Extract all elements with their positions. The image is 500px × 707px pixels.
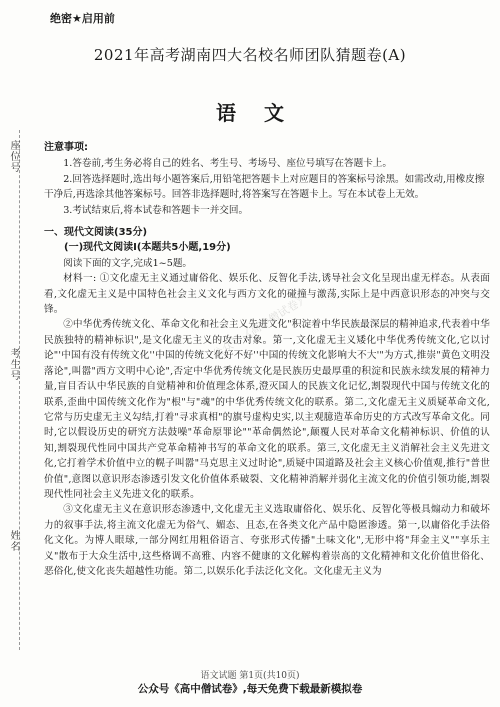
note-item-2: 2.回答选择题时,选出每小题答案后,用铅笔把答题卡上对应题目的答案标号涂黑。如需改动,用橡皮擦干净后,再选涂其他答案标号。回答非选择题时,将答案写在答题卡上。写在本试卷上无效。: [44, 173, 485, 201]
exam-content: [44, 140, 490, 579]
passage-paragraph-1: 材料一: ①文化虚无主义通过庸俗化、娱乐化、反智化手法,诱导社会文化呈现出虚无样态。从表面看,文化虚无主义是中国特色社会主义文化与西方文化的碰撞与激荡,实际上是中西意识形态的冲突与交锋。: [44, 273, 490, 316]
exam-title: 2021年高考湖南四大名校名师团队猜题卷(A): [93, 46, 407, 64]
notes-heading: 注意事项:: [44, 142, 88, 153]
confidential-label: 绝密★启用前: [50, 12, 115, 25]
passage-paragraph-2: ②中华优秀传统文化、革命文化和社会主义先进文化"积淀着中华民族最深层的精神追求,代表着中华民族独特的精神标识",是文化虚无主义的攻击对象。第一,文化虚无主义矮化中华优秀传统文化,它以讨论"'中国有没有传统文化''中国的传统文化好不好''中国的传统文化影响大不大'"为方式,推崇"黄色文明没落论",叫嚣"西方文明中心论",否定中华优秀传统文化是民族历史最厚重的积淀和民族永续发展的精神力量,盲目否认中华民族的自觉精神和价值理念体系,澄灭国人的民族文化记忆,割裂现代中国与传统文化的联系,歪曲中国传统文化作为"根"与"魂"的中华优秀传统文化的联系。第二,文化虚无主义质疑革命文化,它常与历史虚无主义勾结,打着"寻求真相"的旗号虚构史实,以主观臆造革命历史的方式改写革命文化。同时,它以假设历史的研究方法鼓噪"革命原罪论""革命偶然论",颠覆人民对革命文化精神标识、价值的认知,割裂现代性同中国共产党革命精神书写的革命文化的联系。第三,文化虚无主义消解社会主义先进文化,它打着学术价值中立的幌子叫嚣"马克思主义过时论",质疑中国道路及社会主义核心价值观,推行"普世价值",意图以意识形态渗透引发文化价值体系破裂、文化精神消解并弱化主流文化的价值引领功能,割裂现代性同社会主义先进文化的联系。: [44, 319, 490, 500]
candidate-number-label: 考生号: [8, 348, 19, 381]
note-item-1: 1.答卷前,考生务必将自己的姓名、考生号、考场号、座位号填写在答题卡上。: [63, 158, 392, 170]
note-item-3: 3.考试结束后,将本试卷和答题卡一并交回。: [63, 204, 249, 216]
reading-instruction: 阅读下面的文字,完成1~5题。: [63, 257, 193, 269]
section-heading: 一、现代文阅读(35分): [44, 227, 148, 239]
name-label: 姓名: [8, 530, 19, 552]
page-number: 语文试题 第1页(共10页): [200, 671, 300, 681]
section-subheading: (一)现代文阅读Ⅰ(本题共5小题,19分): [64, 242, 231, 254]
footer-notice: 公众号《高中僧试卷》,每天免费下载最新模拟卷: [137, 683, 363, 695]
seat-number-label: 座位号: [8, 140, 19, 173]
subject-char-1: 语: [216, 101, 236, 125]
binding-dashed-line: [19, 130, 20, 650]
subject-char-2: 文: [264, 101, 284, 125]
subject-title: [0, 97, 500, 126]
watermark-text: 公众号《高中僧试卷》: [210, 291, 311, 362]
passage-paragraph-3: ③文化虚无主义在意识形态渗透中,文化虚无主义选取庸俗化、娱乐化、反智化等极具煽动力和破坏力的叙事手法,将主流文化虚无为俗气、媚态、且态,在各类文化产品中隐匿渗透。第一,以庸俗化手法俗化文化。为博人眼球,一部分网红用粗俗语言、夸张形式传播"土味文化",无形中将"拜金主义""享乐主义"散布于大众生活中,这些格调不高雅、内容不健康的文化解构着崇高的文化精神和文化价值世俗化、恶俗化,使文化丧失超越性功能。第二,以娱乐化手法泛化文化。文化虚无主义为: [44, 504, 490, 577]
